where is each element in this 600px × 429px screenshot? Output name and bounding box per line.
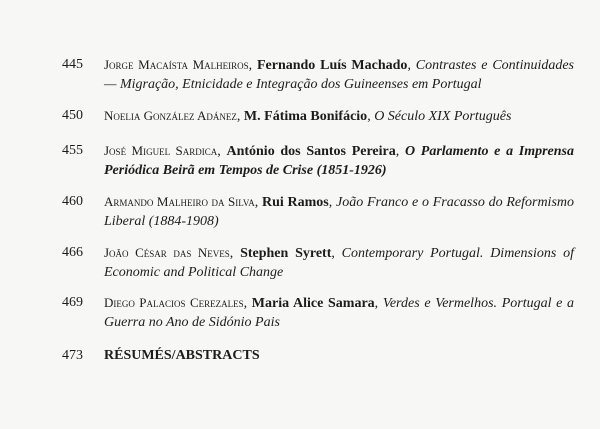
book-title: O Parlamento e a Imprensa Periódica Beirã em Tempos de Crise (1851-1926) xyxy=(104,144,575,178)
toc-entry-460: 460 Armando Malheiro da Silva, Rui Ramos, João Franco e o Fracasso do Reformismo Liberal (1884-1908) xyxy=(62,194,575,229)
page-number: 445 xyxy=(62,57,83,72)
book-title: O Século XIX Português xyxy=(374,109,512,124)
toc-entry-473 xyxy=(62,346,574,365)
page-number: 466 xyxy=(62,245,83,260)
book-author: António dos Santos Pereira xyxy=(226,144,396,159)
book-title: João Franco e o Fracasso do Reformismo Liberal (1884-1908) xyxy=(104,195,575,229)
book-author: Maria Alice Samara xyxy=(251,296,375,311)
toc-entry-455: 455 José Miguel Sardica, António dos Santos Pereira, O Parlamento e a Imprensa Periódica Beirã em Tempos de Crise (1851-1926) xyxy=(62,143,575,178)
page-number: 450 xyxy=(62,108,83,123)
book-title: Contemporary Portugal. Dimensions of Economic and Political Change xyxy=(104,246,574,280)
page-number: 460 xyxy=(62,194,83,209)
book-author: Rui Ramos xyxy=(261,195,329,210)
toc-entry-469: 469 Diego Palacios Cerezales, Maria Alice Samara, Verdes e Vermelhos. Portugal e a Guerra no Ano de Sidónio Pais xyxy=(62,295,575,330)
toc-entry-445: 445 Jorge Macaísta Malheiros, Fernando Luís Machado, Contrastes e Continuidades — Migração, Etnicidade e Integração dos Guineenses em Portugal xyxy=(62,57,575,92)
book-author: Fernando Luís Machado xyxy=(256,58,408,73)
book-title: Verdes e Vermelhos. Portugal e a Guerra no Ano de Sidónio Pais xyxy=(104,296,575,330)
page-number: 473 xyxy=(62,348,83,363)
book-title: Contrastes e Continuidades — Migração, Etnicidade e Integração dos Guineenses em Portugal xyxy=(104,58,575,92)
book-author: Stephen Syrett xyxy=(240,246,332,261)
reviewer-name: Noelia González Adánez xyxy=(104,108,237,123)
reviewer-name: José Miguel Sardica xyxy=(104,143,218,158)
reviewer-name: Armando Malheiro da Silva xyxy=(104,194,255,209)
toc-entry-466: 466 João César das Neves, Stephen Syrett, Contemporary Portugal. Dimensions of Economic and Political Change xyxy=(62,245,574,280)
book-author: M. Fátima Bonifácio xyxy=(243,109,368,124)
page-number: 469 xyxy=(62,295,83,310)
reviewer-name: Diego Palacios Cerezales xyxy=(104,295,244,310)
page-number: 455 xyxy=(62,143,83,158)
reviewer-name: João César das Neves xyxy=(104,245,230,260)
section-heading: RÉSUMÉS/ABSTRACTS xyxy=(104,348,260,363)
toc-entry-450: 450 Noelia González Adánez, M. Fátima Bonifácio, O Século XIX Português xyxy=(62,108,512,124)
reviewer-name: Jorge Macaísta Malheiros xyxy=(104,57,249,72)
